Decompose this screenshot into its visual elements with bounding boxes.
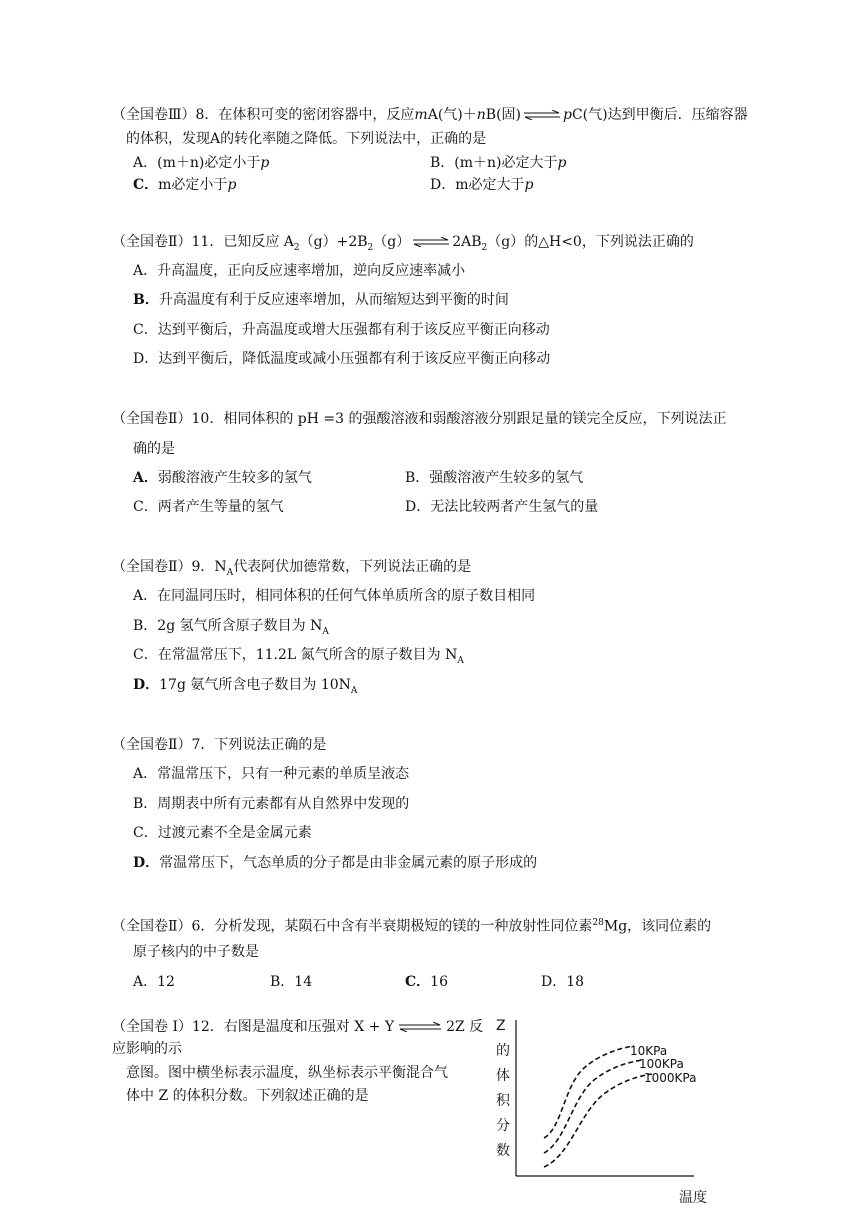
temperature-pressure-chart	[492, 1016, 732, 1212]
q6-stem-line2: 原子核内的中子数是	[133, 944, 259, 960]
q6-stem-line1	[112, 914, 711, 936]
option-letter: B．	[133, 292, 159, 308]
option-letter: A．	[133, 766, 158, 782]
option-letter: B．	[430, 155, 455, 171]
y-axis-label-char: 积	[496, 1093, 510, 1109]
q11-stem-line1	[112, 233, 694, 257]
q7-option-b[interactable]	[133, 795, 409, 813]
x-axis-label: 温度	[679, 1190, 707, 1206]
var-p: p	[524, 177, 534, 193]
option-text: 17g 氨气所含电子数目为 10N	[159, 677, 351, 693]
option-letter: C．	[405, 974, 431, 990]
option-text: (m＋n)必定小于	[157, 155, 261, 171]
q11-stem-text: （g）+2B	[299, 234, 368, 250]
var-p: p	[260, 155, 270, 171]
q8-option-d[interactable]	[430, 176, 533, 194]
q10-stem-line2: 确的是	[133, 441, 175, 457]
q10-option-c[interactable]	[133, 498, 284, 516]
q9-stem-line1	[112, 558, 471, 582]
option-text: 两者产生等量的氢气	[157, 499, 284, 515]
option-letter: B．	[133, 618, 158, 634]
curves	[544, 1046, 652, 1167]
q9-option-c[interactable]	[133, 646, 464, 670]
option-letter: B．	[405, 470, 430, 486]
curve-100KPa	[544, 1060, 642, 1153]
q6-stem-text: Mg，该同位素的	[603, 918, 712, 935]
var-n: n	[476, 107, 486, 123]
q11-option-a[interactable]	[133, 262, 465, 280]
axes	[516, 1020, 697, 1176]
q11-stem-text: （g）的△H<0，下列说法正确的	[487, 234, 694, 250]
y-axis-label-char: 的	[496, 1043, 510, 1059]
q10-option-a[interactable]	[133, 469, 312, 487]
q8-stem-text: C(气)达到甲衡后．压缩容器	[571, 107, 748, 123]
q8-stem-line1	[112, 106, 748, 124]
option-text: m必定大于	[455, 177, 525, 193]
option-letter: A．	[133, 263, 158, 279]
option-text: (m＋n)必定大于	[454, 155, 558, 171]
q9-option-b[interactable]	[133, 617, 329, 641]
option-letter: C．	[133, 825, 158, 841]
option-text: 升高温度，正向反应速率增加，逆向反应速率减小	[157, 263, 466, 279]
option-letter: C．	[133, 322, 158, 338]
var-m: m	[414, 107, 428, 123]
option-text: 16	[430, 974, 448, 990]
option-text: 常温常压下，气态单质的分子都是由非金属元素的原子形成的	[159, 855, 538, 871]
option-text: m必定小于	[158, 177, 228, 193]
option-text: 达到平衡后，降低温度或减小压强都有利于该反应平衡正向移动	[158, 351, 551, 367]
q7-option-a[interactable]	[133, 765, 409, 783]
subscript: 2	[367, 242, 374, 253]
q12-stem-text: 2Z 反	[446, 1019, 484, 1035]
q6-option-c[interactable]	[405, 973, 448, 991]
q8-option-c[interactable]	[133, 176, 236, 194]
option-text: 弱酸溶液产生较多的氢气	[157, 470, 312, 486]
option-text: 14	[294, 974, 313, 990]
q8-stem-text: （全国卷Ⅲ）8．在体积可变的密闭容器中，反应	[112, 107, 415, 123]
q9-option-a[interactable]	[133, 587, 535, 605]
q12-stem-line3: 意图。图中横坐标表示温度，纵坐标表示平衡混合气	[126, 1065, 448, 1081]
option-text: 升高温度有利于反应速率增加，从而缩短达到平衡的时间	[158, 292, 509, 308]
curve-10KPa	[544, 1046, 634, 1138]
option-text: 过渡元素不全是金属元素	[157, 825, 312, 841]
option-letter: B．	[133, 796, 158, 812]
q8-option-b[interactable]	[430, 154, 566, 172]
option-text: 无法比较两者产生氢气的量	[430, 499, 599, 515]
y-axis-label-char: 数	[496, 1143, 510, 1159]
option-letter: C．	[133, 647, 158, 663]
q6-option-d[interactable]	[541, 973, 584, 991]
curve-label-10KPa: 10KPa	[630, 1044, 668, 1058]
option-letter: D．	[133, 677, 160, 693]
option-text: 达到平衡后，升高温度或增大压强都有利于该反应平衡正向移动	[157, 322, 550, 338]
option-letter: A．	[133, 470, 158, 486]
y-axis-label-char: 分	[496, 1118, 510, 1134]
subscript: A	[457, 655, 464, 666]
q7-stem-line1: （全国卷Ⅱ）7．下列说法正确的是	[112, 737, 327, 753]
var-p: p	[227, 177, 237, 193]
q12-stem-line4: 体中 Z 的体积分数。下列叙述正确的是	[126, 1088, 369, 1104]
q8-option-a[interactable]	[133, 154, 269, 172]
option-text: 12	[157, 974, 175, 990]
option-text: 强酸溶液产生较多的氢气	[429, 470, 584, 486]
q8-stem-text: A(气)＋	[427, 107, 477, 123]
superscript: 28	[592, 918, 604, 928]
curve-labels	[630, 1044, 696, 1085]
option-letter: C．	[133, 499, 158, 515]
q10-stem-line1: （全国卷Ⅱ）10．相同体积的 pH =3 的强酸溶液和弱酸溶液分别跟足量的镁完全反应，下列说法正	[112, 411, 727, 427]
q11-stem-text: 2AB	[452, 234, 482, 250]
q6-option-a[interactable]	[133, 973, 175, 991]
q11-option-c[interactable]	[133, 321, 550, 339]
y-axis-label-char: Z	[496, 1018, 506, 1034]
y-axis-label	[496, 1018, 511, 1159]
q9-stem-text: 代表阿伏加德常数，下列说法正确的是	[233, 559, 472, 575]
q11-stem-text: （全国卷Ⅱ）11．已知反应 A	[112, 234, 294, 250]
option-text: 2g 氢气所含原子数目为 N	[157, 618, 323, 634]
q11-stem-text: （g）	[373, 234, 411, 250]
subscript: A	[322, 626, 329, 637]
option-letter: D．	[133, 855, 160, 871]
q11-option-d[interactable]	[133, 350, 550, 368]
option-text: 常温常压下，只有一种元素的单质呈液态	[157, 766, 410, 782]
option-letter: D．	[430, 177, 456, 193]
option-text: 周期表中所有元素都有从自然界中发现的	[157, 796, 410, 812]
subscript: 2	[481, 242, 488, 253]
q10-option-b[interactable]	[405, 469, 583, 487]
option-letter: A．	[133, 155, 158, 171]
equilibrium-arrow-icon	[398, 1022, 442, 1032]
var-p: p	[563, 107, 572, 123]
y-axis-label-char: 体	[496, 1068, 510, 1084]
curve-1000KPa	[544, 1074, 652, 1167]
q8-stem-text: B(固)	[485, 107, 521, 123]
q7-option-c[interactable]	[133, 824, 312, 842]
var-p: p	[557, 155, 567, 171]
option-text: 在同温同压时，相同体积的任何气体单质所含的原子数目相同	[157, 588, 536, 604]
option-letter: D．	[541, 974, 567, 990]
q8-stem-line2: 的体积，发现A的转化率随之降低。下列说法中，正确的是	[126, 131, 487, 147]
q11-option-b[interactable]	[133, 291, 509, 309]
subscript: A	[350, 685, 358, 696]
equilibrium-arrow-icon	[412, 237, 450, 247]
q12-stem-text: （全国卷 I）12．右图是温度和压强对 X + Y	[112, 1019, 395, 1035]
option-letter: A．	[133, 974, 158, 990]
option-letter: B．	[270, 974, 295, 990]
q6-stem-text: （全国卷Ⅱ）6．分析发现，某陨石中含有半衰期极短的镁的一种放射性同位素	[112, 918, 593, 935]
option-text: 在常温常压下，11.2L 氮气所含的原子数目为 N	[157, 647, 458, 663]
option-letter: A．	[133, 588, 158, 604]
option-letter: D．	[405, 499, 431, 515]
equilibrium-arrow-icon	[523, 110, 561, 120]
subscript: 2	[293, 242, 300, 253]
q12-stem-line2: 应影响的示	[112, 1041, 182, 1057]
q12-stem-line1	[112, 1018, 483, 1036]
curve-label-100KPa: 100KPa	[639, 1057, 684, 1071]
option-letter: C．	[133, 177, 159, 193]
subscript: A	[226, 567, 234, 578]
q9-option-d[interactable]	[133, 676, 357, 700]
q7-option-d[interactable]	[133, 854, 537, 872]
q9-stem-text: （全国卷Ⅱ）9．N	[112, 559, 227, 575]
q10-option-d[interactable]	[405, 498, 598, 516]
q6-option-b[interactable]	[270, 973, 312, 991]
curve-label-1000KPa: 1000KPa	[644, 1071, 697, 1085]
option-text: 18	[566, 974, 585, 990]
option-letter: D．	[133, 351, 159, 367]
